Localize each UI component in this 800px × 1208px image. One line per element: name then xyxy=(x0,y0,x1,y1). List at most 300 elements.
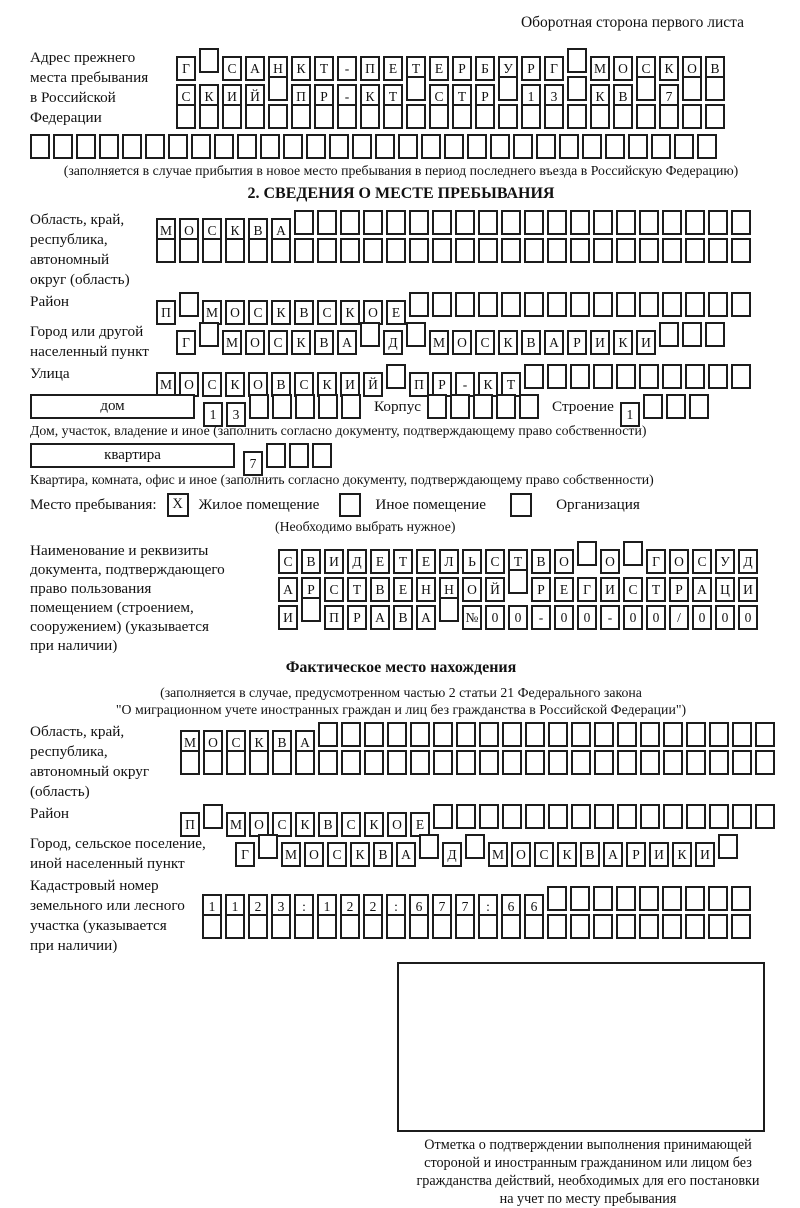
char-cell[interactable] xyxy=(271,914,291,939)
char-cell[interactable] xyxy=(386,914,406,939)
char-cell[interactable]: О xyxy=(511,842,531,867)
char-cell[interactable] xyxy=(455,292,475,317)
char-cell[interactable]: С xyxy=(623,577,643,602)
char-cell[interactable]: В xyxy=(521,330,541,355)
char-cell[interactable] xyxy=(548,804,568,829)
char-cell[interactable]: С xyxy=(475,330,495,355)
char-cell[interactable] xyxy=(708,292,728,317)
char-cell[interactable] xyxy=(406,76,426,101)
char-cell[interactable] xyxy=(513,134,533,159)
char-cell[interactable] xyxy=(685,210,705,235)
char-cell[interactable]: Н xyxy=(416,577,436,602)
char-cell[interactable]: Н xyxy=(439,577,459,602)
char-cell[interactable] xyxy=(708,210,728,235)
char-cell[interactable] xyxy=(225,914,245,939)
char-cell[interactable]: И xyxy=(278,605,298,630)
char-cell[interactable] xyxy=(179,292,199,317)
char-cell[interactable]: Д xyxy=(442,842,462,867)
char-cell[interactable]: Е xyxy=(429,56,449,81)
char-cell[interactable]: С xyxy=(272,812,292,837)
char-cell[interactable] xyxy=(501,238,521,263)
char-cell[interactable]: В xyxy=(580,842,600,867)
char-cell[interactable]: Р xyxy=(626,842,646,867)
char-cell[interactable] xyxy=(577,541,597,566)
char-cell[interactable] xyxy=(294,238,314,263)
char-cell[interactable]: А xyxy=(416,605,436,630)
char-cell[interactable]: О xyxy=(387,812,407,837)
char-cell[interactable] xyxy=(755,722,775,747)
char-cell[interactable] xyxy=(732,804,752,829)
char-cell[interactable]: Д xyxy=(738,549,758,574)
char-cell[interactable] xyxy=(640,804,660,829)
char-cell[interactable] xyxy=(179,238,199,263)
char-cell[interactable] xyxy=(705,76,725,101)
char-cell[interactable]: О xyxy=(452,330,472,355)
char-cell[interactable]: С xyxy=(278,549,298,574)
char-cell[interactable]: М xyxy=(156,218,176,243)
char-cell[interactable] xyxy=(180,750,200,775)
char-cell[interactable] xyxy=(524,914,544,939)
char-cell[interactable] xyxy=(697,134,717,159)
char-cell[interactable] xyxy=(639,210,659,235)
char-cell[interactable] xyxy=(718,834,738,859)
char-cell[interactable] xyxy=(567,76,587,101)
char-cell[interactable] xyxy=(525,804,545,829)
char-cell[interactable]: И xyxy=(222,84,242,109)
char-cell[interactable]: 1 xyxy=(521,84,541,109)
char-cell[interactable]: 0 xyxy=(508,605,528,630)
char-cell[interactable] xyxy=(226,750,246,775)
char-cell[interactable] xyxy=(433,804,453,829)
char-cell[interactable] xyxy=(547,886,567,911)
char-cell[interactable] xyxy=(639,914,659,939)
char-cell[interactable]: Н xyxy=(268,56,288,81)
char-cell[interactable]: Е xyxy=(416,549,436,574)
char-cell[interactable]: С xyxy=(222,56,242,81)
char-cell[interactable] xyxy=(731,364,751,389)
char-cell[interactable]: Р xyxy=(432,372,452,397)
char-cell[interactable]: Е xyxy=(410,812,430,837)
char-cell[interactable] xyxy=(659,104,679,129)
char-cell[interactable] xyxy=(294,914,314,939)
char-cell[interactable]: Г xyxy=(544,56,564,81)
char-cell[interactable] xyxy=(547,292,567,317)
char-cell[interactable]: К xyxy=(350,842,370,867)
char-cell[interactable]: Д xyxy=(347,549,367,574)
char-cell[interactable] xyxy=(640,722,660,747)
char-cell[interactable] xyxy=(421,134,441,159)
char-cell[interactable]: 1 xyxy=(225,894,245,919)
char-cell[interactable] xyxy=(427,394,447,419)
char-cell[interactable] xyxy=(689,394,709,419)
char-cell[interactable]: К xyxy=(199,84,219,109)
char-cell[interactable] xyxy=(312,443,332,468)
char-cell[interactable] xyxy=(363,914,383,939)
char-cell[interactable] xyxy=(490,134,510,159)
residential-checkbox[interactable]: X xyxy=(167,493,189,517)
char-cell[interactable] xyxy=(406,322,426,347)
char-cell[interactable]: А xyxy=(295,730,315,755)
char-cell[interactable]: В xyxy=(370,577,390,602)
char-cell[interactable] xyxy=(387,722,407,747)
char-cell[interactable]: К xyxy=(672,842,692,867)
char-cell[interactable]: 7 xyxy=(432,894,452,919)
char-cell[interactable]: О xyxy=(304,842,324,867)
char-cell[interactable] xyxy=(295,750,315,775)
char-cell[interactable] xyxy=(456,804,476,829)
char-cell[interactable] xyxy=(570,292,590,317)
char-cell[interactable]: К xyxy=(225,218,245,243)
char-cell[interactable] xyxy=(202,914,222,939)
char-cell[interactable]: - xyxy=(337,56,357,81)
char-cell[interactable] xyxy=(548,722,568,747)
char-cell[interactable]: О xyxy=(554,549,574,574)
char-cell[interactable]: Т xyxy=(347,577,367,602)
char-cell[interactable] xyxy=(524,292,544,317)
char-cell[interactable] xyxy=(214,134,234,159)
char-cell[interactable]: В xyxy=(271,372,291,397)
char-cell[interactable]: 6 xyxy=(524,894,544,919)
char-cell[interactable] xyxy=(663,722,683,747)
char-cell[interactable]: № xyxy=(462,605,482,630)
char-cell[interactable] xyxy=(731,886,751,911)
char-cell[interactable]: А xyxy=(603,842,623,867)
char-cell[interactable]: К xyxy=(291,330,311,355)
char-cell[interactable]: 0 xyxy=(715,605,735,630)
char-cell[interactable] xyxy=(439,597,459,622)
char-cell[interactable] xyxy=(732,722,752,747)
char-cell[interactable] xyxy=(318,722,338,747)
char-cell[interactable]: С xyxy=(202,218,222,243)
char-cell[interactable] xyxy=(521,104,541,129)
char-cell[interactable]: И xyxy=(738,577,758,602)
char-cell[interactable] xyxy=(594,750,614,775)
char-cell[interactable] xyxy=(639,292,659,317)
char-cell[interactable] xyxy=(291,104,311,129)
char-cell[interactable] xyxy=(340,914,360,939)
char-cell[interactable]: О xyxy=(203,730,223,755)
char-cell[interactable]: П xyxy=(156,300,176,325)
char-cell[interactable]: П xyxy=(324,605,344,630)
char-cell[interactable]: Р xyxy=(521,56,541,81)
char-cell[interactable]: А xyxy=(271,218,291,243)
char-cell[interactable]: С xyxy=(176,84,196,109)
char-cell[interactable]: 0 xyxy=(554,605,574,630)
char-cell[interactable] xyxy=(145,134,165,159)
char-cell[interactable]: С xyxy=(485,549,505,574)
char-cell[interactable]: У xyxy=(715,549,735,574)
char-cell[interactable]: 6 xyxy=(409,894,429,919)
char-cell[interactable] xyxy=(705,104,725,129)
char-cell[interactable]: Й xyxy=(245,84,265,109)
char-cell[interactable] xyxy=(639,364,659,389)
char-cell[interactable]: 1 xyxy=(620,402,640,427)
char-cell[interactable] xyxy=(433,750,453,775)
char-cell[interactable]: Е xyxy=(386,300,406,325)
char-cell[interactable] xyxy=(456,750,476,775)
char-cell[interactable] xyxy=(593,886,613,911)
char-cell[interactable]: 2 xyxy=(363,894,383,919)
char-cell[interactable] xyxy=(191,134,211,159)
char-cell[interactable] xyxy=(168,134,188,159)
char-cell[interactable] xyxy=(156,238,176,263)
char-cell[interactable] xyxy=(571,750,591,775)
char-cell[interactable]: К xyxy=(225,372,245,397)
char-cell[interactable] xyxy=(525,722,545,747)
char-cell[interactable] xyxy=(755,804,775,829)
char-cell[interactable] xyxy=(502,722,522,747)
char-cell[interactable]: С xyxy=(317,300,337,325)
char-cell[interactable]: М xyxy=(488,842,508,867)
char-cell[interactable]: 0 xyxy=(623,605,643,630)
char-cell[interactable]: Г xyxy=(176,330,196,355)
char-cell[interactable] xyxy=(258,834,278,859)
char-cell[interactable] xyxy=(498,104,518,129)
char-cell[interactable]: : xyxy=(294,894,314,919)
char-cell[interactable] xyxy=(341,722,361,747)
char-cell[interactable] xyxy=(524,210,544,235)
char-cell[interactable] xyxy=(364,750,384,775)
char-cell[interactable] xyxy=(473,394,493,419)
char-cell[interactable]: С xyxy=(429,84,449,109)
char-cell[interactable] xyxy=(705,322,725,347)
char-cell[interactable] xyxy=(651,134,671,159)
char-cell[interactable]: Е xyxy=(393,577,413,602)
char-cell[interactable] xyxy=(30,134,50,159)
char-cell[interactable] xyxy=(685,238,705,263)
char-cell[interactable]: К xyxy=(557,842,577,867)
char-cell[interactable]: О xyxy=(462,577,482,602)
char-cell[interactable]: К xyxy=(659,56,679,81)
char-cell[interactable] xyxy=(663,804,683,829)
char-cell[interactable]: С xyxy=(248,300,268,325)
char-cell[interactable]: 7 xyxy=(243,451,263,476)
char-cell[interactable] xyxy=(501,914,521,939)
char-cell[interactable] xyxy=(341,394,361,419)
char-cell[interactable]: Т xyxy=(501,372,521,397)
char-cell[interactable] xyxy=(616,886,636,911)
char-cell[interactable] xyxy=(283,134,303,159)
char-cell[interactable] xyxy=(593,914,613,939)
char-cell[interactable] xyxy=(590,104,610,129)
char-cell[interactable] xyxy=(419,834,439,859)
char-cell[interactable]: Т xyxy=(383,84,403,109)
char-cell[interactable] xyxy=(363,238,383,263)
char-cell[interactable]: И xyxy=(324,549,344,574)
char-cell[interactable]: Е xyxy=(554,577,574,602)
char-cell[interactable] xyxy=(548,750,568,775)
char-cell[interactable] xyxy=(496,394,516,419)
char-cell[interactable]: И xyxy=(695,842,715,867)
char-cell[interactable] xyxy=(755,750,775,775)
char-cell[interactable] xyxy=(682,76,702,101)
char-cell[interactable] xyxy=(410,750,430,775)
char-cell[interactable] xyxy=(731,914,751,939)
char-cell[interactable]: Б xyxy=(475,56,495,81)
char-cell[interactable]: Р xyxy=(567,330,587,355)
char-cell[interactable] xyxy=(617,804,637,829)
char-cell[interactable]: В xyxy=(373,842,393,867)
char-cell[interactable] xyxy=(709,722,729,747)
char-cell[interactable] xyxy=(501,292,521,317)
char-cell[interactable] xyxy=(387,750,407,775)
char-cell[interactable]: В xyxy=(301,549,321,574)
char-cell[interactable] xyxy=(643,394,663,419)
char-cell[interactable]: С xyxy=(268,330,288,355)
char-cell[interactable] xyxy=(659,322,679,347)
char-cell[interactable]: В xyxy=(531,549,551,574)
char-cell[interactable] xyxy=(317,914,337,939)
char-cell[interactable]: О xyxy=(249,812,269,837)
char-cell[interactable] xyxy=(605,134,625,159)
char-cell[interactable]: И xyxy=(636,330,656,355)
char-cell[interactable] xyxy=(409,238,429,263)
char-cell[interactable]: О xyxy=(600,549,620,574)
char-cell[interactable] xyxy=(708,886,728,911)
char-cell[interactable] xyxy=(708,238,728,263)
char-cell[interactable] xyxy=(731,292,751,317)
char-cell[interactable]: Й xyxy=(363,372,383,397)
char-cell[interactable] xyxy=(202,238,222,263)
char-cell[interactable]: Т xyxy=(452,84,472,109)
char-cell[interactable] xyxy=(409,210,429,235)
char-cell[interactable] xyxy=(685,364,705,389)
char-cell[interactable] xyxy=(294,210,314,235)
char-cell[interactable]: 2 xyxy=(248,894,268,919)
char-cell[interactable] xyxy=(272,750,292,775)
char-cell[interactable]: К xyxy=(291,56,311,81)
char-cell[interactable] xyxy=(455,210,475,235)
char-cell[interactable] xyxy=(99,134,119,159)
char-cell[interactable]: 0 xyxy=(692,605,712,630)
char-cell[interactable] xyxy=(314,104,334,129)
char-cell[interactable]: О xyxy=(248,372,268,397)
char-cell[interactable]: 3 xyxy=(271,894,291,919)
char-cell[interactable] xyxy=(268,104,288,129)
char-cell[interactable] xyxy=(406,104,426,129)
char-cell[interactable] xyxy=(237,134,257,159)
char-cell[interactable]: В xyxy=(318,812,338,837)
char-cell[interactable] xyxy=(432,292,452,317)
char-cell[interactable]: О xyxy=(179,372,199,397)
char-cell[interactable] xyxy=(525,750,545,775)
char-cell[interactable]: Р xyxy=(669,577,689,602)
char-cell[interactable]: - xyxy=(531,605,551,630)
char-cell[interactable] xyxy=(662,292,682,317)
char-cell[interactable] xyxy=(636,104,656,129)
char-cell[interactable] xyxy=(559,134,579,159)
char-cell[interactable]: И xyxy=(340,372,360,397)
char-cell[interactable] xyxy=(594,722,614,747)
char-cell[interactable]: К xyxy=(271,300,291,325)
char-cell[interactable] xyxy=(570,914,590,939)
char-cell[interactable]: В xyxy=(393,605,413,630)
char-cell[interactable] xyxy=(524,364,544,389)
char-cell[interactable]: Т xyxy=(393,549,413,574)
char-cell[interactable]: 0 xyxy=(485,605,505,630)
char-cell[interactable] xyxy=(203,804,223,829)
char-cell[interactable] xyxy=(199,322,219,347)
char-cell[interactable]: Л xyxy=(439,549,459,574)
char-cell[interactable] xyxy=(674,134,694,159)
char-cell[interactable] xyxy=(452,104,472,129)
char-cell[interactable] xyxy=(686,804,706,829)
char-cell[interactable] xyxy=(478,292,498,317)
char-cell[interactable] xyxy=(364,722,384,747)
char-cell[interactable]: М xyxy=(222,330,242,355)
char-cell[interactable]: : xyxy=(478,894,498,919)
char-cell[interactable]: И xyxy=(649,842,669,867)
char-cell[interactable] xyxy=(708,914,728,939)
char-cell[interactable] xyxy=(409,292,429,317)
char-cell[interactable] xyxy=(570,238,590,263)
other-premises-checkbox[interactable] xyxy=(339,493,361,517)
char-cell[interactable] xyxy=(176,104,196,129)
char-cell[interactable] xyxy=(709,750,729,775)
char-cell[interactable] xyxy=(582,134,602,159)
char-cell[interactable]: П xyxy=(180,812,200,837)
char-cell[interactable]: М xyxy=(180,730,200,755)
char-cell[interactable]: К xyxy=(613,330,633,355)
char-cell[interactable] xyxy=(663,750,683,775)
char-cell[interactable]: К xyxy=(340,300,360,325)
char-cell[interactable]: О xyxy=(179,218,199,243)
char-cell[interactable]: С xyxy=(636,56,656,81)
char-cell[interactable] xyxy=(502,804,522,829)
char-cell[interactable] xyxy=(386,210,406,235)
char-cell[interactable] xyxy=(375,134,395,159)
char-cell[interactable] xyxy=(662,210,682,235)
char-cell[interactable]: Г xyxy=(176,56,196,81)
char-cell[interactable] xyxy=(666,394,686,419)
char-cell[interactable] xyxy=(519,394,539,419)
char-cell[interactable] xyxy=(501,210,521,235)
char-cell[interactable] xyxy=(571,722,591,747)
char-cell[interactable] xyxy=(199,48,219,73)
char-cell[interactable] xyxy=(502,750,522,775)
char-cell[interactable]: П xyxy=(360,56,380,81)
char-cell[interactable] xyxy=(478,238,498,263)
char-cell[interactable]: С xyxy=(324,577,344,602)
char-cell[interactable]: М xyxy=(281,842,301,867)
char-cell[interactable] xyxy=(731,238,751,263)
char-cell[interactable] xyxy=(271,238,291,263)
char-cell[interactable] xyxy=(570,364,590,389)
char-cell[interactable] xyxy=(317,210,337,235)
char-cell[interactable] xyxy=(544,104,564,129)
char-cell[interactable]: М xyxy=(590,56,610,81)
char-cell[interactable]: Р xyxy=(475,84,495,109)
char-cell[interactable]: М xyxy=(156,372,176,397)
char-cell[interactable]: К xyxy=(317,372,337,397)
char-cell[interactable] xyxy=(685,292,705,317)
char-cell[interactable]: Р xyxy=(301,577,321,602)
char-cell[interactable] xyxy=(248,238,268,263)
char-cell[interactable]: К xyxy=(295,812,315,837)
char-cell[interactable]: С xyxy=(226,730,246,755)
char-cell[interactable] xyxy=(225,238,245,263)
char-cell[interactable] xyxy=(245,104,265,129)
char-cell[interactable] xyxy=(410,722,430,747)
char-cell[interactable] xyxy=(337,104,357,129)
char-cell[interactable] xyxy=(478,914,498,939)
char-cell[interactable]: - xyxy=(455,372,475,397)
char-cell[interactable]: Г xyxy=(235,842,255,867)
char-cell[interactable] xyxy=(478,210,498,235)
char-cell[interactable] xyxy=(318,394,338,419)
char-cell[interactable] xyxy=(732,750,752,775)
char-cell[interactable]: А xyxy=(245,56,265,81)
